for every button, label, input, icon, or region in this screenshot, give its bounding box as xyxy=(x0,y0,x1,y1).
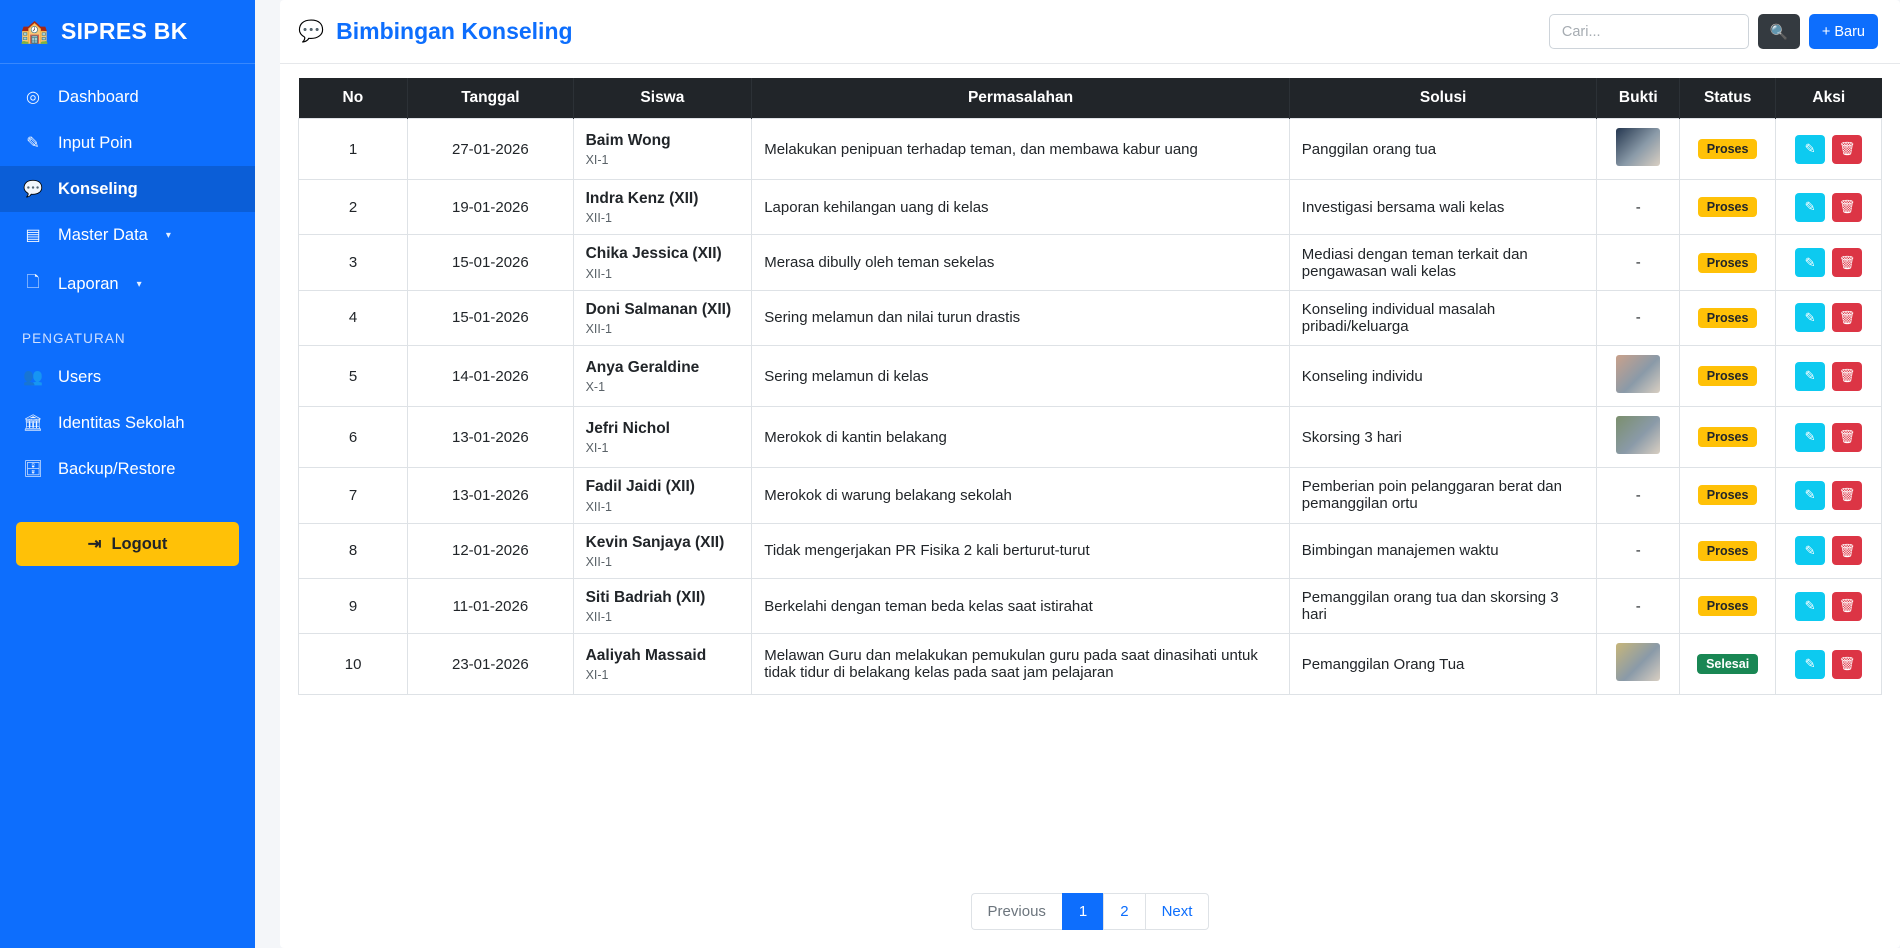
column-header-solusi: Solusi xyxy=(1289,78,1597,119)
delete-button[interactable] xyxy=(1832,481,1862,510)
pencil-icon: ✎ xyxy=(1804,542,1816,558)
chevron-down-icon: ▾ xyxy=(136,279,142,290)
sidebar-item-users[interactable] xyxy=(0,354,255,400)
cell-aksi xyxy=(1776,290,1882,345)
cell-aksi xyxy=(1776,119,1882,180)
cell-permasalahan: Sering melamun dan nilai turun drastis xyxy=(752,290,1290,345)
cell-status xyxy=(1680,407,1776,468)
cell-no: 2 xyxy=(299,180,408,235)
trash-icon: 🗑 xyxy=(1838,656,1856,672)
siswa-name: Jefri Nichol xyxy=(585,419,670,437)
cell-aksi xyxy=(1776,346,1882,407)
delete-button[interactable] xyxy=(1832,303,1862,332)
trash-icon: 🗑 xyxy=(1838,542,1856,558)
row-actions xyxy=(1788,135,1869,164)
pagination-page-1[interactable]: 1 xyxy=(1062,893,1103,930)
cell-status xyxy=(1680,180,1776,235)
trash-icon: 🗑 xyxy=(1838,309,1856,325)
cell-aksi xyxy=(1776,523,1882,578)
siswa-kelas: X-1 xyxy=(585,380,606,395)
pagination-page-2[interactable]: 2 xyxy=(1103,893,1144,930)
database-icon: ▤ xyxy=(25,227,41,244)
edit-button[interactable] xyxy=(1795,536,1825,565)
cell-no: 5 xyxy=(299,346,408,407)
pencil-icon: ✎ xyxy=(1804,487,1816,503)
siswa-name: Siti Badriah (XII) xyxy=(585,588,706,606)
page-title-label: Bimbingan Konseling xyxy=(336,18,573,44)
sidebar xyxy=(0,0,255,948)
cell-permasalahan: Berkelahi dengan teman beda kelas saat istirahat xyxy=(752,578,1290,633)
cell-permasalahan: Laporan kehilangan uang di kelas xyxy=(752,180,1290,235)
cell-permasalahan: Melakukan penipuan terhadap teman, dan membawa kabur uang xyxy=(752,119,1290,180)
pencil-icon: ✎ xyxy=(1804,199,1816,215)
status-badge: Proses xyxy=(1698,541,1758,561)
cell-solusi: Bimbingan manajemen waktu xyxy=(1289,523,1597,578)
cell-bukti: - xyxy=(1597,180,1680,235)
sidebar-item-laporan[interactable] xyxy=(0,258,255,311)
pencil-icon: ✎ xyxy=(1804,368,1816,384)
cell-tanggal: 13-01-2026 xyxy=(408,407,573,468)
delete-button[interactable] xyxy=(1832,362,1862,391)
cell-aksi xyxy=(1776,578,1882,633)
sidebar-item-label: Master Data xyxy=(58,225,148,244)
logout-icon: ⇥ xyxy=(87,535,102,553)
delete-button[interactable] xyxy=(1832,248,1862,277)
logout-wrap xyxy=(0,504,255,584)
search-icon: 🔍 xyxy=(1769,23,1789,41)
cell-siswa xyxy=(573,119,752,180)
cell-status xyxy=(1680,578,1776,633)
cell-status xyxy=(1680,235,1776,290)
cell-solusi: Konseling individual masalah pribadi/keluarga xyxy=(1289,290,1597,345)
cell-tanggal: 23-01-2026 xyxy=(408,634,573,695)
cell-tanggal: 12-01-2026 xyxy=(408,523,573,578)
status-badge: Proses xyxy=(1698,139,1758,159)
cell-status xyxy=(1680,523,1776,578)
cell-solusi: Panggilan orang tua xyxy=(1289,119,1597,180)
pencil-icon: ✎ xyxy=(1804,254,1816,270)
cell-siswa xyxy=(573,523,752,578)
cell-bukti: - xyxy=(1597,235,1680,290)
cell-siswa xyxy=(573,290,752,345)
add-new-label: + Baru xyxy=(1821,23,1865,40)
file-icon: 🗋 xyxy=(26,274,40,291)
school-building-icon: 🏫 xyxy=(20,18,49,44)
edit-button[interactable] xyxy=(1795,423,1825,452)
dashboard-icon: ◎ xyxy=(26,89,40,106)
siswa-name: Baim Wong xyxy=(585,131,671,149)
siswa-name: Indra Kenz (XII) xyxy=(585,190,699,207)
cell-aksi xyxy=(1776,407,1882,468)
cell-siswa xyxy=(573,578,752,633)
cell-bukti: - xyxy=(1597,578,1680,633)
cell-solusi: Investigasi bersama wali kelas xyxy=(1289,180,1597,235)
pagination-next[interactable]: Next xyxy=(1145,893,1210,930)
trash-icon: 🗑 xyxy=(1838,487,1856,503)
siswa-name: Aaliyah Massaid xyxy=(585,647,707,665)
status-badge: Proses xyxy=(1698,308,1758,328)
column-header-no: No xyxy=(299,78,408,119)
brand xyxy=(0,0,255,64)
main-area xyxy=(255,0,1900,948)
sidebar-item-label: Backup/Restore xyxy=(58,459,176,478)
cell-no: 10 xyxy=(299,634,408,695)
cell-aksi xyxy=(1776,235,1882,290)
pagination-previous[interactable]: Previous xyxy=(971,893,1062,930)
siswa-name: Chika Jessica (XII) xyxy=(585,245,722,263)
chat-bubbles-icon: 💬 xyxy=(298,19,325,43)
delete-button[interactable] xyxy=(1832,135,1862,164)
cell-tanggal: 27-01-2026 xyxy=(408,119,573,180)
pagination xyxy=(280,871,1900,948)
search-input[interactable] xyxy=(1549,14,1749,49)
row-actions xyxy=(1788,248,1869,277)
edit-button[interactable] xyxy=(1795,362,1825,391)
cell-permasalahan: Sering melamun di kelas xyxy=(752,346,1290,407)
cell-solusi: Pemberian poin pelanggaran berat dan pemanggilan ortu xyxy=(1289,468,1597,523)
cell-bukti: - xyxy=(1597,290,1680,345)
server-icon: 🗄 xyxy=(22,461,44,478)
table-header-row xyxy=(299,78,1882,119)
table-row xyxy=(299,235,1882,290)
trash-icon: 🗑 xyxy=(1838,368,1856,384)
siswa-name: Doni Salmanan (XII) xyxy=(585,300,732,318)
cell-siswa xyxy=(573,634,752,695)
table-body xyxy=(299,119,1882,695)
cell-aksi xyxy=(1776,468,1882,523)
edit-button[interactable] xyxy=(1795,248,1825,277)
column-header-bukti: Bukti xyxy=(1597,78,1680,119)
sidebar-item-master-data[interactable] xyxy=(0,212,255,258)
trash-icon: 🗑 xyxy=(1838,598,1856,614)
sidebar-item-input-poin[interactable] xyxy=(0,120,255,166)
cell-tanggal: 15-01-2026 xyxy=(408,235,573,290)
cell-bukti xyxy=(1597,119,1680,180)
cell-tanggal: 15-01-2026 xyxy=(408,290,573,345)
cell-permasalahan: Tidak mengerjakan PR Fisika 2 kali berturut-turut xyxy=(752,523,1290,578)
pencil-icon: ✎ xyxy=(1804,656,1816,672)
cell-no: 7 xyxy=(299,468,408,523)
row-actions xyxy=(1788,193,1869,222)
delete-button[interactable] xyxy=(1832,536,1862,565)
row-actions xyxy=(1788,423,1869,452)
logout-button[interactable] xyxy=(16,522,239,566)
sidebar-settings-nav xyxy=(0,354,255,492)
sidebar-item-label: Users xyxy=(58,367,102,386)
page-title xyxy=(298,18,573,45)
cell-bukti xyxy=(1597,346,1680,407)
table-row xyxy=(299,407,1882,468)
sidebar-item-label: Konseling xyxy=(58,179,138,198)
bank-icon: 🏛 xyxy=(22,415,44,432)
delete-button[interactable] xyxy=(1832,650,1862,679)
cell-tanggal: 13-01-2026 xyxy=(408,468,573,523)
sidebar-nav xyxy=(0,74,255,311)
cell-solusi: Pemanggilan orang tua dan skorsing 3 hari xyxy=(1289,578,1597,633)
cell-bukti: - xyxy=(1597,523,1680,578)
trash-icon: 🗑 xyxy=(1838,254,1856,270)
cell-status xyxy=(1680,290,1776,345)
siswa-kelas: XII-1 xyxy=(585,266,612,281)
cell-no: 4 xyxy=(299,290,408,345)
cell-tanggal: 11-01-2026 xyxy=(408,578,573,633)
users-icon: 👥 xyxy=(23,369,43,386)
edit-button[interactable] xyxy=(1795,193,1825,222)
siswa-kelas: XI-1 xyxy=(585,668,609,683)
trash-icon: 🗑 xyxy=(1838,141,1856,156)
cell-status xyxy=(1680,119,1776,180)
siswa-kelas: XI-1 xyxy=(585,441,609,456)
sidebar-item-label: Dashboard xyxy=(58,87,139,106)
sidebar-section-label: PENGATURAN xyxy=(22,331,126,346)
bukti-thumbnail[interactable] xyxy=(1616,643,1660,681)
cell-solusi: Konseling individu xyxy=(1289,346,1597,407)
cell-no: 6 xyxy=(299,407,408,468)
table-row xyxy=(299,634,1882,695)
siswa-kelas: XII-1 xyxy=(585,499,612,514)
status-badge: Proses xyxy=(1698,366,1758,386)
cell-no: 3 xyxy=(299,235,408,290)
bukti-thumbnail[interactable] xyxy=(1616,416,1660,454)
konseling-table xyxy=(298,78,1882,695)
edit-button[interactable] xyxy=(1795,135,1825,164)
table-row xyxy=(299,290,1882,345)
row-actions xyxy=(1788,303,1869,332)
cell-bukti xyxy=(1597,634,1680,695)
cell-permasalahan: Merasa dibully oleh teman sekelas xyxy=(752,235,1290,290)
cell-tanggal: 14-01-2026 xyxy=(408,346,573,407)
pencil-icon: ✎ xyxy=(1804,309,1816,325)
row-actions xyxy=(1788,650,1869,679)
content-card xyxy=(280,0,1900,948)
status-badge: Proses xyxy=(1698,485,1758,505)
cell-status xyxy=(1680,634,1776,695)
cell-siswa xyxy=(573,468,752,523)
pencil-icon: ✎ xyxy=(1804,429,1816,445)
logout-label: Logout xyxy=(111,534,168,553)
pencil-icon: ✎ xyxy=(1804,141,1816,156)
cell-permasalahan: Merokok di kantin belakang xyxy=(752,407,1290,468)
sidebar-item-dashboard[interactable] xyxy=(0,74,255,120)
table-row xyxy=(299,119,1882,180)
sidebar-item-label: Laporan xyxy=(58,275,119,293)
cell-status xyxy=(1680,346,1776,407)
cell-siswa xyxy=(573,346,752,407)
sidebar-item-backup-restore[interactable] xyxy=(0,446,255,492)
trash-icon: 🗑 xyxy=(1838,199,1856,215)
siswa-kelas: XI-1 xyxy=(585,153,609,168)
trash-icon: 🗑 xyxy=(1838,429,1856,445)
cell-bukti: - xyxy=(1597,468,1680,523)
cell-bukti xyxy=(1597,407,1680,468)
status-badge: Proses xyxy=(1698,427,1758,447)
topbar xyxy=(280,0,1900,64)
siswa-kelas: XII-1 xyxy=(585,554,612,569)
cell-solusi: Mediasi dengan teman terkait dan pengawasan wali kelas xyxy=(1289,235,1597,290)
delete-button[interactable] xyxy=(1832,423,1862,452)
cell-siswa xyxy=(573,235,752,290)
edit-button[interactable] xyxy=(1795,303,1825,332)
siswa-kelas: XII-1 xyxy=(585,211,612,226)
sidebar-item-label: Identitas Sekolah xyxy=(58,413,185,432)
sidebar-item-label: Input Poin xyxy=(58,133,133,152)
column-header-siswa: Siswa xyxy=(573,78,752,119)
chat-bubbles-icon: 💬 xyxy=(23,181,43,198)
table-row xyxy=(299,468,1882,523)
table-container xyxy=(280,64,1900,871)
chevron-down-icon: ▾ xyxy=(165,229,171,241)
cell-siswa xyxy=(573,407,752,468)
table-head xyxy=(299,78,1882,119)
siswa-name: Anya Geraldine xyxy=(585,358,700,376)
topbar-actions xyxy=(1549,14,1878,49)
row-actions xyxy=(1788,592,1869,621)
status-badge: Proses xyxy=(1698,197,1758,217)
row-actions xyxy=(1788,536,1869,565)
table-row xyxy=(299,180,1882,235)
delete-button[interactable] xyxy=(1832,193,1862,222)
cell-tanggal: 19-01-2026 xyxy=(408,180,573,235)
edit-button[interactable] xyxy=(1795,481,1825,510)
status-badge: Selesai xyxy=(1697,654,1758,674)
bukti-thumbnail[interactable] xyxy=(1616,128,1660,166)
pencil-icon: ✎ xyxy=(1804,598,1816,614)
siswa-kelas: XII-1 xyxy=(585,610,612,625)
cell-permasalahan: Merokok di warung belakang sekolah xyxy=(752,468,1290,523)
column-header-tanggal: Tanggal xyxy=(408,78,573,119)
status-badge: Proses xyxy=(1698,253,1758,273)
delete-button[interactable] xyxy=(1832,592,1862,621)
column-header-permasalahan: Permasalahan xyxy=(752,78,1290,119)
row-actions xyxy=(1788,362,1869,391)
cell-solusi: Pemanggilan Orang Tua xyxy=(1289,634,1597,695)
table-row xyxy=(299,346,1882,407)
column-header-aksi: Aksi xyxy=(1776,78,1882,119)
cell-aksi xyxy=(1776,634,1882,695)
cell-no: 8 xyxy=(299,523,408,578)
edit-square-icon: ✎ xyxy=(26,135,40,152)
table-row xyxy=(299,578,1882,633)
column-header-status: Status xyxy=(1680,78,1776,119)
add-new-button[interactable] xyxy=(1809,14,1878,49)
cell-status xyxy=(1680,468,1776,523)
cell-siswa xyxy=(573,180,752,235)
table-row xyxy=(299,523,1882,578)
edit-button[interactable] xyxy=(1795,592,1825,621)
cell-no: 9 xyxy=(299,578,408,633)
edit-button[interactable] xyxy=(1795,650,1825,679)
row-actions xyxy=(1788,481,1869,510)
brand-label: SIPRES BK xyxy=(60,18,188,44)
search-button[interactable] xyxy=(1758,14,1800,49)
status-badge: Proses xyxy=(1698,596,1758,616)
bukti-thumbnail[interactable] xyxy=(1616,355,1660,393)
sidebar-item-konseling[interactable] xyxy=(0,166,255,212)
siswa-name: Fadil Jaidi (XII) xyxy=(585,478,695,496)
cell-solusi: Skorsing 3 hari xyxy=(1289,407,1597,468)
siswa-kelas: XII-1 xyxy=(585,322,612,337)
cell-no: 1 xyxy=(299,119,408,180)
cell-aksi xyxy=(1776,180,1882,235)
siswa-name: Kevin Sanjaya (XII) xyxy=(585,533,725,551)
sidebar-item-identitas-sekolah[interactable] xyxy=(0,400,255,446)
cell-permasalahan: Melawan Guru dan melakukan pemukulan guru pada saat dinasihati untuk tidak tidur di belakang kelas pada saat jam pelajaran xyxy=(752,634,1290,695)
